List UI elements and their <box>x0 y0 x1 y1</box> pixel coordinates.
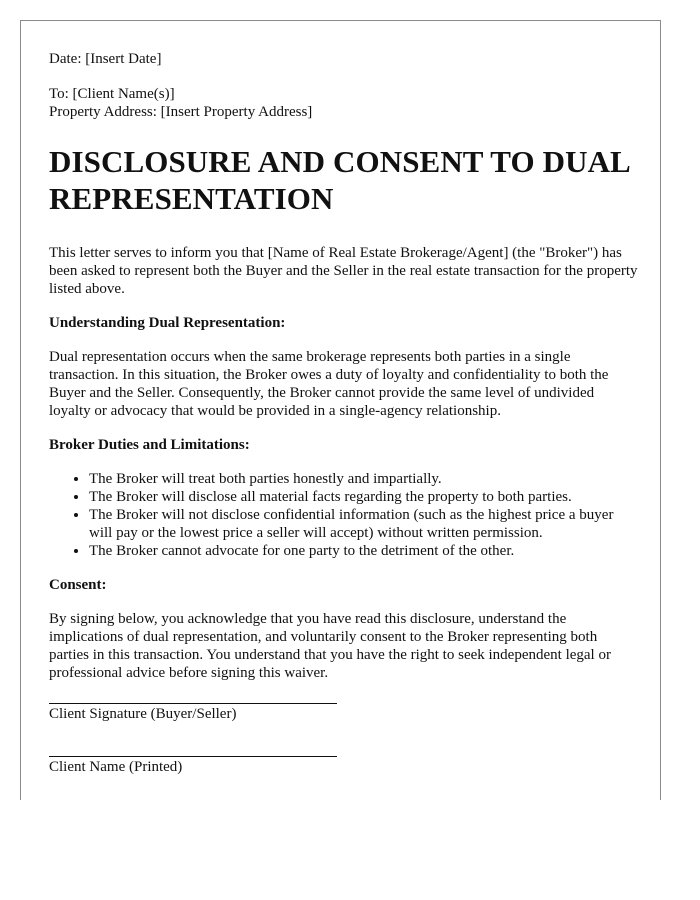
date-line: Date: [Insert Date] <box>49 51 162 67</box>
understanding-paragraph: Dual representation occurs when the same brokerage represents both parties in a single transaction. In this situation, the Broker owes a duty of loyalty and confidentiality to both the Buyer and the Seller. Consequently, the Broker cannot provide the same level of undivided loyalty or advocacy that would be provided in a single-agency relationship. <box>49 349 609 419</box>
printed-name-label: Client Name (Printed) <box>49 759 183 775</box>
list-item: • The Broker will treat both parties honestly and impartially. <box>89 470 639 488</box>
recipient-line: To: [Client Name(s)] <box>49 86 175 102</box>
list-item: • The Broker will not disclose confidential information (such as the highest price a buyer will pay or the lowest price a seller will accept) without written permission. <box>89 506 639 542</box>
intro-paragraph: This letter serves to inform you that [Name of Real Estate Brokerage/Agent] (the "Broker") has been asked to represent both the Buyer and the Seller in the real estate transaction for the property listed above. <box>49 245 638 297</box>
document-title: DISCLOSURE AND CONSENT TO DUAL REPRESENTATION <box>49 144 630 216</box>
list-item: • The Broker will disclose all material facts regarding the property to both parties. <box>89 488 639 506</box>
consent-heading: Consent: <box>49 577 107 593</box>
printed-name-line[interactable] <box>49 756 337 757</box>
signature-line[interactable] <box>49 703 337 704</box>
signature-block <box>49 703 639 776</box>
understanding-heading: Understanding Dual Representation: <box>49 315 286 331</box>
property-address-line: Property Address: [Insert Property Address] <box>49 104 313 120</box>
duties-list <box>49 470 639 560</box>
letter-content <box>49 50 639 776</box>
duties-heading: Broker Duties and Limitations: <box>49 437 250 453</box>
signature-label: Client Signature (Buyer/Seller) <box>49 706 237 722</box>
letter-page <box>20 20 661 800</box>
list-item: • The Broker cannot advocate for one party to the detriment of the other. <box>89 542 639 560</box>
consent-paragraph: By signing below, you acknowledge that you have read this disclosure, understand the implications of dual representation, and voluntarily consent to the Broker representing both parties in this transaction. You understand that you have the right to seek independent legal or professional advice before signing this waiver. <box>49 611 611 681</box>
